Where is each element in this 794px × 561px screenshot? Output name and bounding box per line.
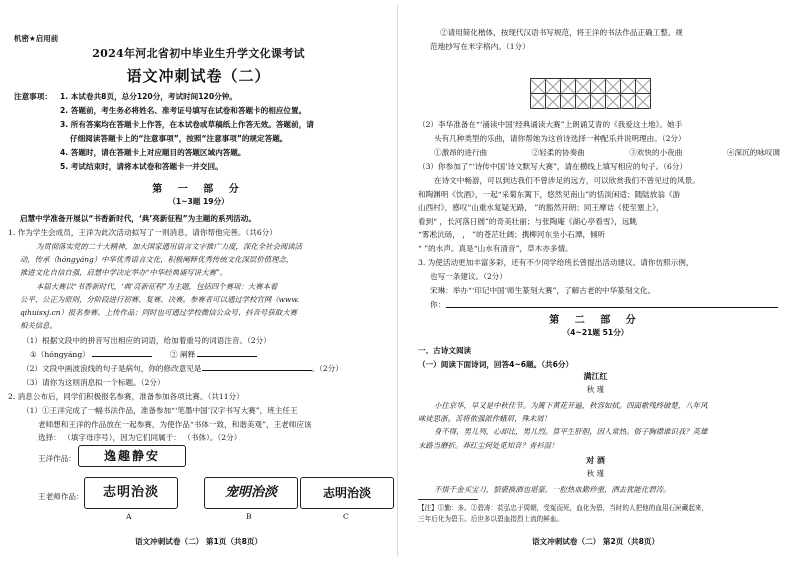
music-option[interactable]: ②轻柔的协奏曲 (531, 148, 585, 157)
poem-fill-line: 在诗文中畅游，可以到达我们不曾涉足的远方，可以欣赏我们不曾见过的风景。 (434, 176, 700, 185)
note-line: 【注】①勤：多。②碧涛：苌弘忠于周朝，受冤而死，血化为碧，当时的人把他的血用石匣藏起来， (418, 504, 709, 512)
news-passage (20, 240, 388, 332)
notice-label: 注意事项： (14, 92, 52, 101)
question-2-3: （3）你参加了“‘诗传中国’诗文默写大赛”，请在横线上填写相应的句子。（6分） (418, 162, 688, 171)
q2-1-line: 老师想和王洋的作品放在一起参赛，为使作品“书体一致，和谐美观”，王老师应该 (38, 419, 312, 429)
section-classical-reading: 一、古诗文阅读 (418, 346, 472, 355)
question-3 (418, 256, 782, 283)
calligraphy-option-a[interactable]: 志明治淡 (84, 477, 178, 509)
q1-2-text: （2）文段中画波浪线的句子是病句，你的修改意见是 (22, 364, 202, 373)
music-options (434, 146, 780, 160)
notes-rule (418, 499, 478, 500)
news-line: 为贯彻落实党的二十大精神，加大国家通用语言文字推广力度，深化全社会阅读活 (36, 242, 303, 251)
q2-2-line: 头有几种类型的乐曲，请你帮她为这首诗选择一种配乐并说明理由。（2分） (434, 133, 686, 143)
mi-grid-row-2[interactable] (530, 93, 650, 109)
q3-line: 3. 为使活动更加丰富多彩，还有不少同学给班长曾提出活动建议。请你仿照示例， (418, 258, 694, 267)
question-2-1b (430, 26, 780, 53)
poem-1-title: 满江红 (583, 372, 608, 381)
page-footer-1: 语文冲刺试卷（二） 第1页（共8页） (134, 537, 263, 546)
calligraphy-option-b[interactable]: 宠明治淡 (204, 477, 298, 509)
activity-intro: 启慧中学准备开展以“书香新时代，‘典’亮新征程”为主题的系列活动。 (20, 214, 256, 223)
poem-2-text: 不惜千金买宝刀，貂裘换酒也堪豪。一腔热血勤珍重，洒去犹能化碧涛。 (434, 485, 671, 494)
wang-calligraphy: 逸趣静安 (78, 445, 186, 467)
mi-cell[interactable] (635, 93, 651, 109)
poem-1-author: 秋 瑾 (586, 385, 605, 394)
q1-1a-label: ①（hóngyáng） (30, 350, 90, 359)
news-line: qihuisxj.cn）报名参赛、上传作品；同时也可通过学校微信公众号、抖音号获取大赛 (20, 308, 297, 318)
answer-blank[interactable] (202, 363, 312, 371)
question-1-1: （1）根据文段中的拼音写出相应的词语，给加着重号的词语注音。（2分） (22, 336, 271, 345)
poem-fill-line: “ ”的水声。真是“山水有清音”，草木亦多情。 (418, 243, 573, 253)
poem-2-author: 秋 瑾 (586, 469, 605, 478)
music-option[interactable]: ①激昂的进行曲 (434, 148, 488, 157)
news-line: 公平、公正为原则，分阶段进行初赛、复赛、决赛。参赛者可以通过学校官网（www. (20, 294, 300, 304)
q2-1b-line: ②请用简化楷体，按现代汉语书写规范，将王洋的书法作品正确工整、规 (440, 28, 683, 37)
poem-1-line: 味徒思浙。苦将侬强派作蛾眉，殊未屑！ (418, 414, 552, 424)
notice-1: 1. 本试卷共8页，总分120分，考试时间120分钟。 (60, 92, 237, 101)
option-letter-b: B (246, 512, 252, 521)
part-one-heading: 第 一 部 分 (152, 184, 245, 195)
question-2-2 (418, 118, 780, 145)
your-suggestion-label: 你： (430, 300, 446, 309)
option-letter-c: C (343, 512, 349, 521)
paper-title: 语文冲刺试卷（二） (126, 67, 271, 85)
q1-2-score: 。（2分） (311, 364, 343, 373)
poem-fill-line: 和陶渊明《饮酒》，一起“采菊东篱下，悠然见南山”的恬淡闲适；随陆放翁《游 (418, 189, 681, 199)
notice-2: 2. 答题前，考生务必将姓名、准考证号填写在试卷和答题卡的相应位置。 (60, 106, 307, 115)
news-line: 推进文化自信自强，启慧中学决定举办“中华经典诵写讲大赛”。 (20, 268, 228, 278)
section-poem-reading: （一）阅读下面诗词，回答4~6题。（共6分） (418, 360, 574, 369)
q2-2-line: （2）李华准备在“‘涌读中国’经典诵读大赛”上朗诵艾青的《我爱这土地》。她手 (418, 120, 683, 129)
q2-1b-line: 范地抄写在米字格内。（1分） (430, 41, 530, 51)
poem-fill-line: 看到“ ，长河落日圆”的奇美壮丽；与张陶庵《湖心亭看雪》，远眺 (418, 216, 637, 226)
notice-block (14, 90, 386, 174)
teacher-works-label: 王老师作品： (38, 492, 84, 501)
question-2: 2. 消息公布后，同学们积极报名参赛，准备参加各项比赛。（共11分） (8, 392, 244, 401)
mi-grid-row-1[interactable] (530, 78, 650, 94)
news-line: 动，传承（hóngyáng）中华优秀语言文化，积极阐释优秀传统文化深层价值理念， (20, 255, 294, 265)
q1-1b-label: ② 阐释 (170, 350, 196, 359)
option-letter-a: A (126, 512, 132, 521)
poem-2-title: 对 酒 (586, 456, 605, 465)
q1-1-item-a (30, 348, 152, 362)
poem-1-line: 小住京华，早又是中秋佳节。为篱下黄花开遍，秋容如拭。四面歌残终破楚，八年风 (434, 401, 708, 410)
news-line: 本届大赛以“书香新时代，‘典’亮新征程”为主题，包括四个赛项：大赛本着 (36, 281, 278, 291)
answer-blank[interactable] (92, 349, 152, 357)
poem-1-text (418, 399, 784, 452)
notice-4: 4. 答题时，请在答题卡上对应题目的答题区域内答题。 (60, 148, 246, 157)
notice-3b: 仔细阅读答题卡上的“注意事项”，按照“注意事项”的规定答题。 (70, 134, 288, 143)
exam-title: 2024年河北省初中毕业生升学文化课考试 (92, 47, 305, 60)
notice-3: 3. 所有答案均在答题卡上作答，在本试卷或草稿纸上作答无效。答题前，请 (60, 120, 314, 129)
poem-notes (418, 503, 784, 525)
part-two-heading: 第 二 部 分 (549, 315, 642, 326)
answer-blank[interactable] (197, 349, 257, 357)
note-line: 三年后化为碧玉。后世多以碧血指烈士流的鲜血。 (418, 515, 564, 523)
suggestion-answer-line[interactable] (446, 307, 778, 308)
part-one-sub: （1~3题 19分） (168, 197, 229, 206)
wang-works-label: 王洋作品： (38, 454, 76, 463)
music-option[interactable]: ④深沉的咏叹调 (726, 148, 780, 157)
mi-cell[interactable] (635, 78, 651, 94)
q2-1-line: 选择： （填字母序号），因为它们同属于： （书体）。（2分） (38, 433, 242, 442)
poem-1-line: 身不得，男儿列，心却比，男儿烈。算平生肝胆，因人常热。俗子胸襟谁识我？英雄 (434, 427, 708, 437)
q2-1-line: （1）①王洋完成了一幅书法作品，准备参加“‘笔墨中国’汉字书写大赛”，班主任王 (22, 406, 298, 415)
part-two-sub: （4~21题 51分） (562, 328, 629, 337)
example-suggestion: 宋琳：举办“‘印记中国’师生篆刻大赛”，了解古老的中华篆刻文化。 (430, 286, 656, 295)
q3-line: 也写一条建议。（2分） (430, 271, 507, 281)
question-1-3: （3）请你为这则消息拟一个标题。（2分） (22, 378, 165, 387)
poem-fill-line: 山西村》，感叹“山重水复疑无路， ”的豁然开朗；同王摩诘《使至塞上》， (418, 203, 664, 212)
music-option[interactable]: ③欢快的小夜曲 (629, 148, 683, 157)
question-1-2 (22, 362, 388, 376)
secret-label: 机密★启用前 (14, 34, 59, 43)
question-2-1 (22, 404, 390, 445)
page-footer-2: 语文冲刺试卷（二） 第2页（共8页） (531, 537, 660, 546)
notice-5: 5. 考试结束时，请将本试卷和答题卡一并交回。 (60, 162, 223, 171)
poem-fill-passage (418, 174, 782, 255)
poem-fill-line: “雾凇沆砀， ， ”的苍茫壮阔；携柳河东坐小石潭，倾听 (418, 230, 606, 239)
question-1: 1. 作为学生会成员，王洋为此次活动拟写了一则消息，请你帮他完善。（共6分） (8, 228, 277, 237)
calligraphy-option-c[interactable]: 志明治淡 (300, 477, 394, 509)
poem-1-line: 末路当磨折。莽红尘何处觅知音？青衫湿！ (418, 440, 559, 450)
q1-1-item-b (170, 348, 257, 362)
news-line: 相关信息。 (20, 321, 57, 331)
